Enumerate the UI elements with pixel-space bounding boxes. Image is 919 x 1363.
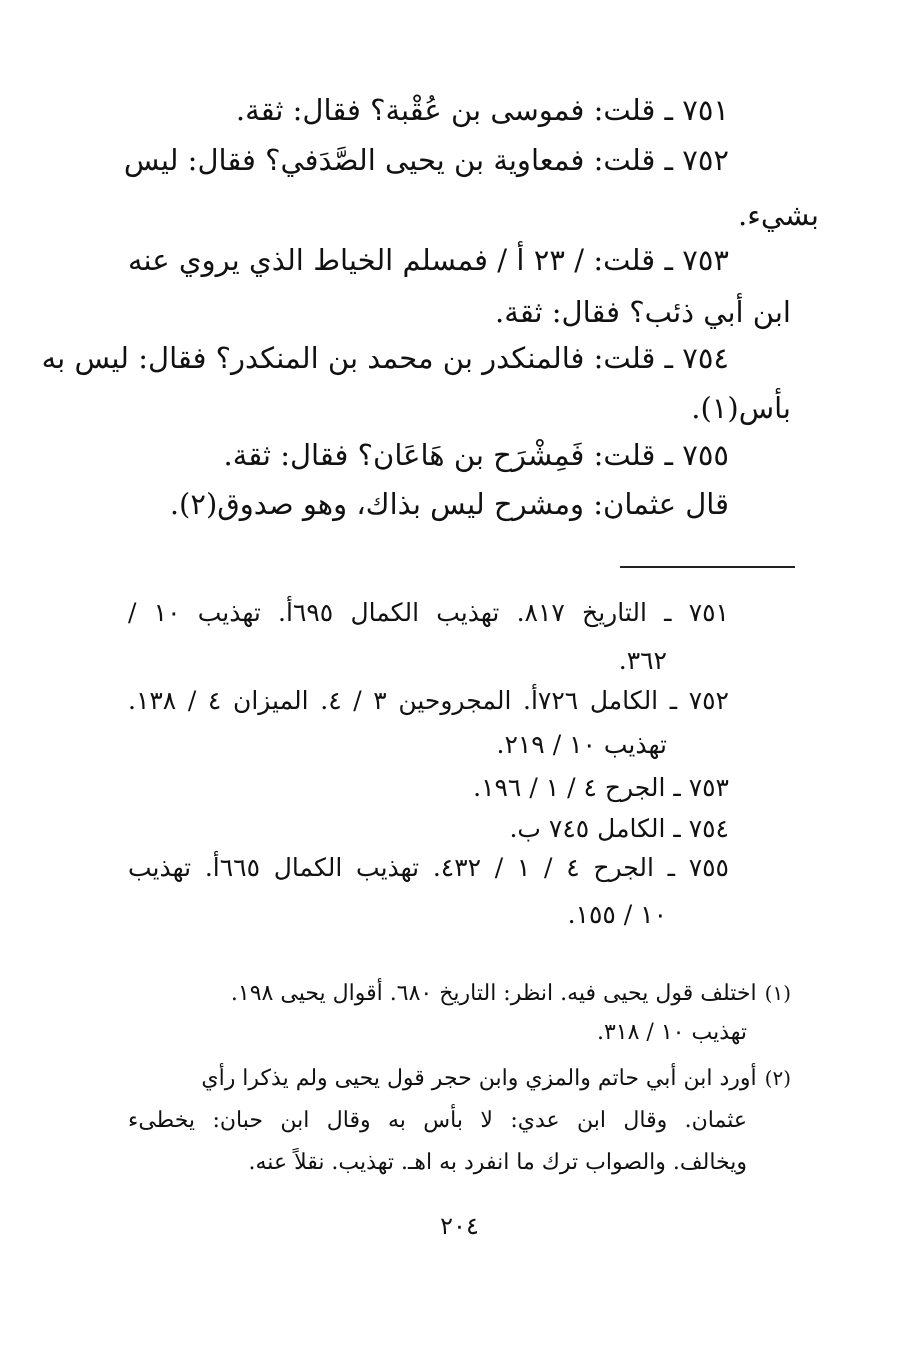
reference-755-line-1: ٧٥٥ ـ الجرح ٤ / ١ / ٤٣٢. تهذيب الكمال ٦٦٥أ. تهذيب <box>128 853 729 882</box>
reference-755-line-2: ١٠ / ١٥٥. <box>567 900 667 929</box>
entry-754-line-1: ٧٥٤ ـ قلت: فالمنكدر بن محمد بن المنكدر؟ فقال: ليس به <box>41 341 729 375</box>
entry-753-line-2: ابن أبي ذئب؟ فقال: ثقة. <box>495 295 791 329</box>
page-number: ٢٠٤ <box>440 1212 479 1240</box>
footnote-2-mark: (٢) <box>764 1066 791 1090</box>
footnote-1-line-1 <box>128 983 791 1005</box>
footnote-separator <box>620 566 795 568</box>
footnote-2-line-3: ويخالف. والصواب ترك ما انفرد به اهـ. تهذيب. نقلاً عنه. <box>248 1150 747 1175</box>
reference-752-line-1: ٧٥٢ ـ الكامل ٧٢٦أ. المجروحين ٣ / ٤. الميزان ٤ / ١٣٨. <box>128 686 729 715</box>
reference-753: ٧٥٣ ـ الجرح ٤ / ١ / ١٩٦. <box>473 773 729 802</box>
footnote-2-text: أورد ابن أبي حاتم والمزي وابن حجر قول يحيى ولم يذكرا رأي <box>201 1066 757 1091</box>
entry-755-line-2: قال عثمان: ومشرح ليس بذاك، وهو صدوق(٢). <box>169 487 729 521</box>
reference-754: ٧٥٤ ـ الكامل ٧٤٥ ب. <box>509 814 729 843</box>
entry-754-line-2: بأس(١). <box>691 391 791 425</box>
entry-753-line-1: ٧٥٣ ـ قلت: / ٢٣ أ / فمسلم الخياط الذي يروي عنه <box>128 243 730 277</box>
reference-752-line-2: تهذيب ١٠ / ٢١٩. <box>496 730 667 759</box>
reference-751-line-2: ٣٦٢. <box>618 646 667 675</box>
entry-755-line-1: ٧٥٥ ـ قلت: فَمِشْرَح بن هَاعَان؟ فقال: ثقة. <box>223 438 729 472</box>
footnote-2-line-1 <box>128 1068 791 1090</box>
footnote-2-line-2: عثمان. وقال ابن عدي: لا بأس به وقال ابن حبان: يخطىء <box>128 1108 747 1133</box>
entry-752-line-2: بشيء. <box>738 198 819 232</box>
reference-751-line-1: ٧٥١ ـ التاريخ ٨١٧. تهذيب الكمال ٦٩٥أ. تهذيب ١٠ / <box>128 598 729 627</box>
entry-752-line-1: ٧٥٢ ـ قلت: فمعاوية بن يحيى الصَّدَفي؟ فقال: ليس <box>123 143 729 177</box>
footnote-1-line-2: تهذيب ١٠ / ٣١٨. <box>596 1020 747 1045</box>
entry-751-line-1: ٧٥١ ـ قلت: فموسى بن عُقْبة؟ فقال: ثقة. <box>235 93 729 127</box>
footnote-1-text: اختلف قول يحيى فيه. انظر: التاريخ ٦٨٠. أقوال يحيى ١٩٨. <box>230 981 757 1006</box>
footnote-1-mark: (١) <box>764 981 791 1005</box>
